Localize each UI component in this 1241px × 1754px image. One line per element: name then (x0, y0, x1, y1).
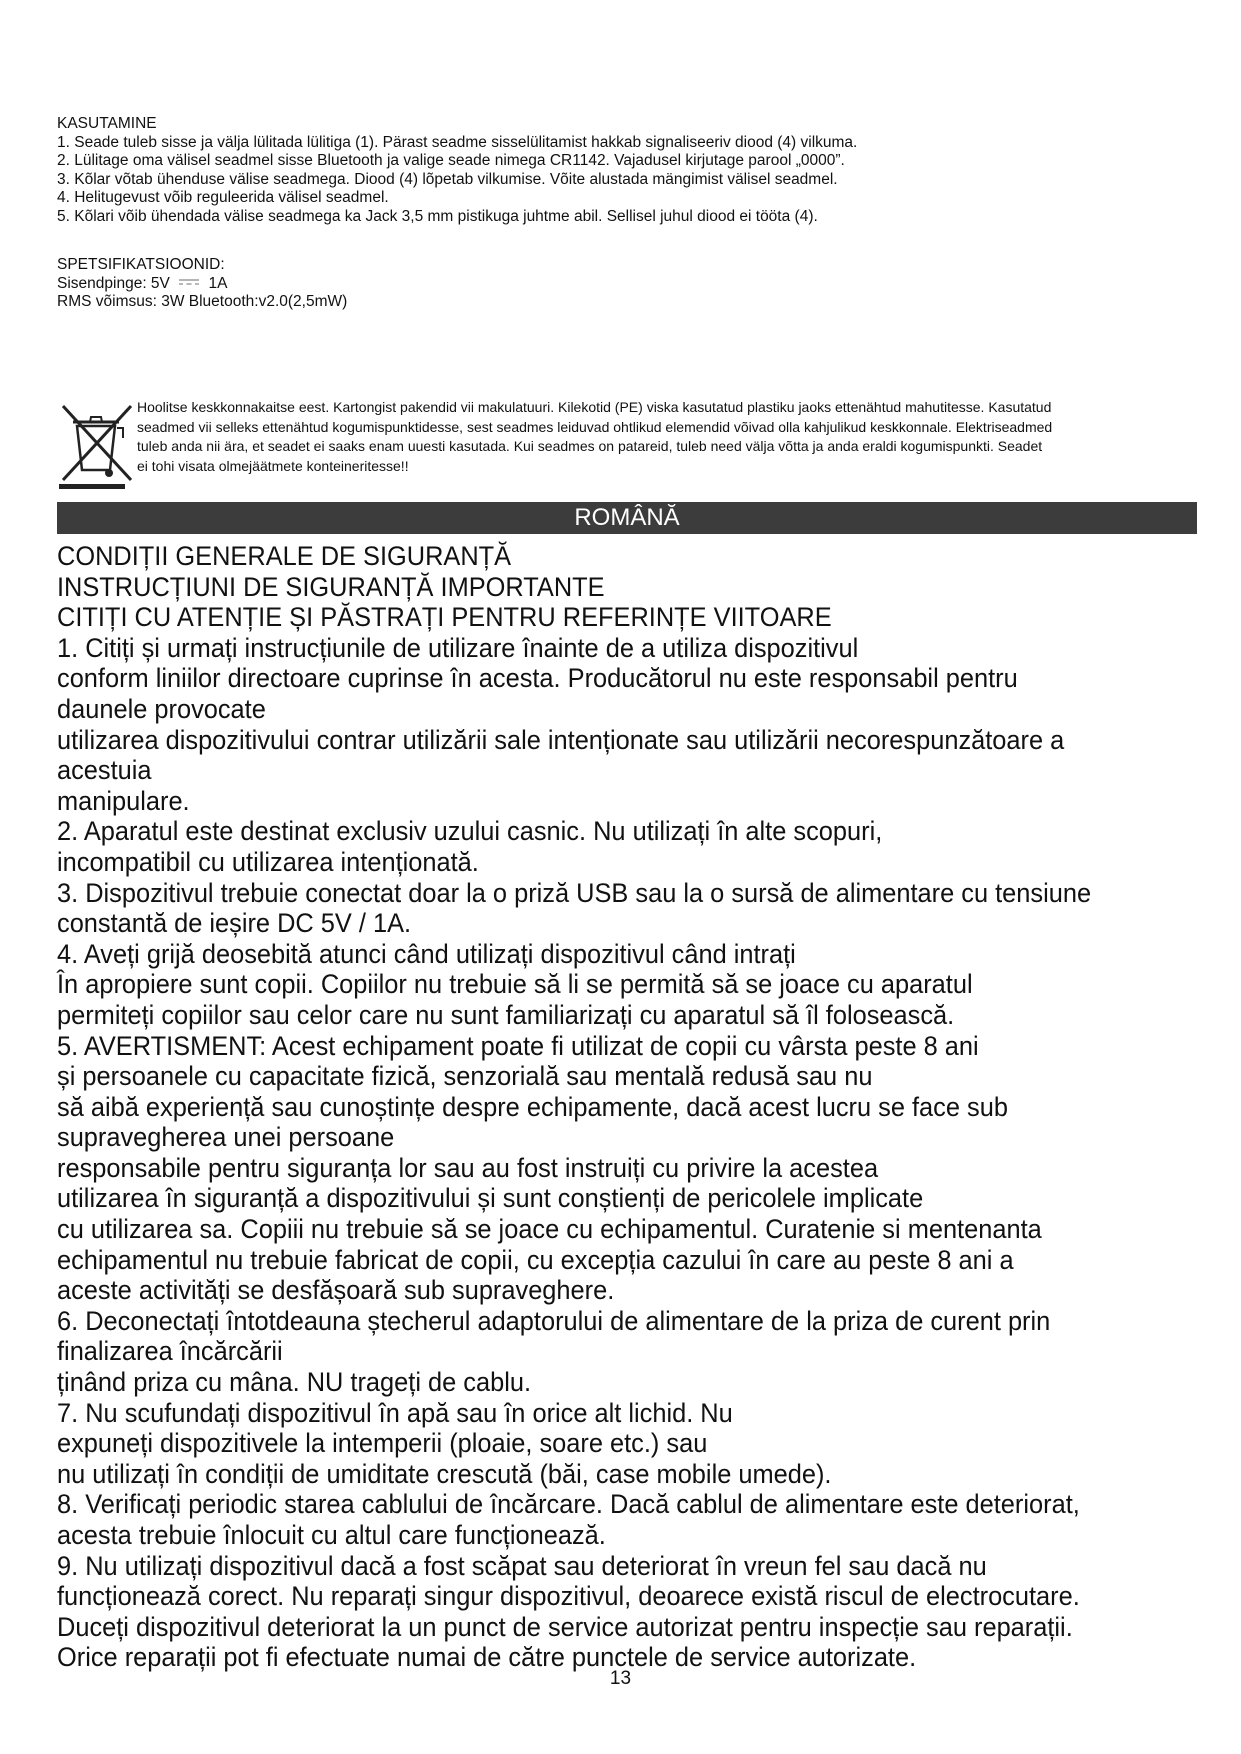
ro-line: acestuia (57, 755, 152, 786)
ro-line: 7. Nu scufundați dispozitivul în apă sau în orice alt lichid. Nu (57, 1397, 733, 1428)
ro-line: ținând priza cu mâna. NU trageți de cablu. (57, 1367, 532, 1398)
weee-line: seadmed vii selleks ettenähtud kogumispunktidesse, sest seadmes leiduvad ohtlikud elemendid võivad olla kahjulikud keskkonnale. Elektriseadmed (137, 418, 1053, 435)
estonian-usage-section (57, 115, 1197, 226)
specs-input-prefix: Sisendpinge: 5V (57, 274, 170, 292)
specs-input-suffix: 1A (208, 274, 228, 292)
ro-line: manipulare. (57, 785, 190, 816)
ro-line: 1. Citiți și urmați instrucțiunile de utilizare înainte de a utiliza dispozitivul (57, 632, 859, 663)
weee-text (137, 398, 1197, 476)
usage-item: 5. Kõlari võib ühendada välise seadmega ka Jack 3,5 mm pistikuga juhtme abil. Sellisel juhul diood ei tööta (4). (57, 207, 818, 225)
ro-line: funcționează corect. Nu reparați singur dispozitivul, deoarece există riscul de electrocutare. (57, 1581, 1080, 1612)
ro-line: utilizarea în siguranță a dispozitivului și sunt conștienți de pericolele implicate (57, 1183, 924, 1214)
specs-input-voltage (57, 275, 1197, 294)
ro-line: Duceți dispozitivul deteriorat la un punct de service autorizat pentru inspecție sau reparații. (57, 1611, 1073, 1642)
usage-item: 3. Kõlar võtab ühenduse välise seadmega. Diood (4) lõpetab vilkumise. Võite alustada mängimist välisel seadmel. (57, 170, 838, 188)
weee-line: tuleb anda nii ära, et seadet ei saaks enam uuesti kasutada. Kui seadmes on patareid, tuleb need välja võtta ja anda eraldi kogumispunkti. Seadet (137, 438, 1043, 454)
ro-line: daunele provocate (57, 693, 266, 724)
ro-line: Orice reparații pot fi efectuate numai de către punctele de service autorizate. (57, 1642, 917, 1673)
ro-line: 3. Dispozitivul trebuie conectat doar la o priză USB sau la o sursă de alimentare cu tensiune (57, 877, 1092, 908)
crossed-out-wheelie-bin-icon (57, 398, 137, 490)
specs-title: SPETSIFIKATSIOONID: (57, 256, 225, 273)
weee-line: Hoolitse keskkonnakaitse eest. Kartongist pakendid vii makulatuuri. Kilekotid (PE) viska kasutatud plastiku jaoks ettenähtud mahutitesse. Kasutatud (137, 399, 1052, 415)
ro-line: 9. Nu utilizați dispozitivul dacă a fost scăpat sau deteriorat în vreun fel sau dacă nu (57, 1550, 987, 1581)
ro-line: CONDIȚII GENERALE DE SIGURANȚĂ (57, 541, 512, 571)
estonian-specs-section (57, 256, 1197, 312)
ro-line: expuneți dispozitivele la intemperii (ploaie, soare etc.) sau (57, 1428, 708, 1459)
ro-line: 8. Verificați periodic starea cablului de încărcare. Dacă cablul de alimentare este deteriorat, (57, 1489, 1080, 1520)
dc-symbol-icon (178, 278, 200, 288)
usage-item: 4. Helitugevust võib reguleerida välisel seadmel. (57, 189, 389, 206)
weee-notice (57, 398, 1197, 490)
ro-line: 2. Aparatul este destinat exclusiv uzului casnic. Nu utilizați în alte scopuri, (57, 816, 883, 847)
ro-line: echipamentul nu trebuie fabricat de copii, cu excepția cazului în care au peste 8 ani a (57, 1244, 1014, 1275)
ro-line: 4. Aveți grijă deosebită atunci când utilizați dispozitivul când intrați (57, 938, 796, 969)
ro-line: 5. AVERTISMENT: Acest echipament poate fi utilizat de copii cu vârsta peste 8 ani (57, 1030, 979, 1061)
ro-line: să aibă experiență sau cunoștințe despre echipamente, dacă acest lucru se face sub (57, 1091, 1008, 1122)
romanian-safety-text (57, 541, 1129, 1673)
page-number: 13 (609, 1668, 632, 1689)
ro-line: cu utilizarea sa. Copiii nu trebuie să se joace cu echipamentul. Curatenie si mentenanta (57, 1214, 1042, 1245)
usage-title: KASUTAMINE (57, 115, 157, 132)
ro-line: finalizarea încărcării (57, 1336, 283, 1367)
ro-line: supravegherea unei persoane (57, 1122, 395, 1153)
ro-line: aceste activități se desfășoară sub supraveghere. (57, 1275, 615, 1306)
ro-line: constantă de ieșire DC 5V / 1A. (57, 908, 412, 939)
specs-rms-power: RMS võimsus: 3W Bluetooth:v2.0(2,5mW) (57, 293, 348, 310)
ro-line: 6. Deconectați întotdeauna ștecherul adaptorului de alimentare de la priza de curent prin (57, 1305, 1051, 1336)
ro-line: nu utilizați în condiții de umiditate crescută (băi, case mobile umede). (57, 1458, 832, 1489)
ro-line: utilizarea dispozitivului contrar utilizării sale intenționate sau utilizării necorespunzătoare a (57, 724, 1065, 755)
ro-line: și persoanele cu capacitate fizică, senzorială sau mentală redusă sau nu (57, 1061, 873, 1092)
ro-line: conform liniilor directoare cuprinse în acesta. Producătorul nu este responsabil pentru (57, 663, 1018, 694)
ro-line: În apropiere sunt copii. Copiilor nu trebuie să li se permită să se joace cu aparatul (57, 969, 973, 1000)
usage-item: 1. Seade tuleb sisse ja välja lülitada lülitiga (1). Pärast seadme sisselülitamist hakkab signaliseeriv diood (4) vilkuma. (57, 133, 858, 151)
ro-line: acesta trebuie înlocuit cu altul care funcționează. (57, 1520, 606, 1550)
ro-line: CITIȚI CU ATENȚIE ȘI PĂSTRAȚI PENTRU REFERINȚE VIITOARE (57, 602, 832, 633)
ro-line: permiteți copiilor sau celor care nu sunt familiarizați cu aparatul să îl folosească. (57, 999, 955, 1030)
ro-line: responsabile pentru siguranța lor sau au fost instruiți cu privire la acestea (57, 1152, 879, 1183)
language-section-header: ROMÂNĂ (57, 502, 1197, 534)
ro-line: INSTRUCȚIUNI DE SIGURANȚĂ IMPORTANTE (57, 571, 605, 602)
usage-item: 2. Lülitage oma välisel seadmel sisse Bluetooth ja valige seade nimega CR1142. Vajadusel kirjutage parool „0000”. (57, 152, 845, 169)
ro-line: incompatibil cu utilizarea intenționată. (57, 846, 479, 877)
weee-line: ei tohi visata olmejäätmete konteineritesse!! (137, 457, 409, 474)
